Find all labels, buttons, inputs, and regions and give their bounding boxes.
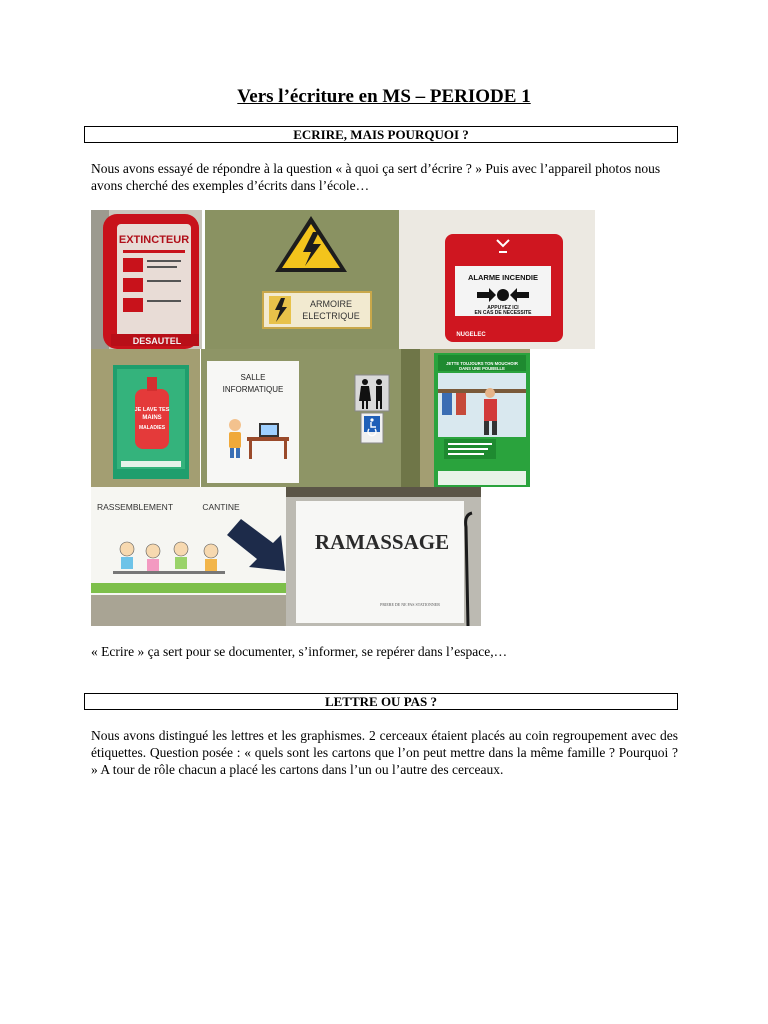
cantine-word1: RASSEMBLEMENT bbox=[96, 502, 174, 512]
alarme-brand: NUGELEC bbox=[456, 332, 486, 338]
photo-savon bbox=[91, 349, 200, 487]
page-title: Vers l’écriture en MS – PERIODE 1 bbox=[237, 86, 531, 107]
ramassage-small: PRIERE DE NE PAS STATIONNER bbox=[380, 602, 440, 607]
savon-text-1: JE LAVE TES bbox=[134, 407, 170, 413]
ramassage-word: RAMASSAGE bbox=[314, 530, 450, 554]
cantine-word2: CANTINE bbox=[202, 502, 240, 512]
section-heading-ecrire: ECRIRE, MAIS POURQUOI ? bbox=[84, 126, 678, 143]
lettre-paragraph: Nous avons distingué les lettres et les graphismes. 2 cerceaux étaient placés au coin regroupement avec des étiquettes. Question posée : « quels sont les cartons que l’on peut mettre dans la même famille ? Pourquoi ? » A tour de rôle chacun a placé les cartons dans l’un ou l’autre des cerceaux. bbox=[91, 728, 678, 777]
armoire-line2: ELECTRIQUE bbox=[302, 311, 360, 321]
savon-text-3: MALADIES bbox=[138, 425, 166, 431]
photo-extincteur bbox=[91, 210, 202, 349]
photo-affiche-mouchoir bbox=[420, 349, 530, 487]
poster-line2: DANS UNE POUBELLE bbox=[459, 366, 505, 371]
intro-paragraph: Nous avons essayé de répondre à la question « à quoi ça sert d’écrire ? » Puis avec l’appareil photos nous avons cherché des exemples d’écrits dans l’école… bbox=[91, 161, 661, 193]
photo-salle-informatique bbox=[201, 349, 311, 487]
poster-line1: JETTE TOUJOURS TON MOUCHOIR bbox=[446, 361, 518, 366]
savon-text-2: MAINS bbox=[142, 415, 162, 421]
photo-rassemblement-cantine bbox=[91, 487, 286, 626]
salle-line1: SALLE bbox=[240, 373, 266, 382]
extincteur-label: EXTINCTEUR bbox=[118, 234, 190, 246]
photo-armoire-electrique bbox=[205, 210, 399, 349]
alarme-instruction-2: EN CAS DE NECESSITE bbox=[474, 310, 532, 316]
photo-ramassage bbox=[286, 487, 481, 626]
alarme-title: ALARME INCENDIE bbox=[467, 273, 539, 282]
conclusion-paragraph: « Ecrire » ça sert pour se documenter, s’informer, se repérer dans l’espace,… bbox=[91, 644, 508, 659]
extincteur-brand: DESAUTEL bbox=[132, 336, 182, 346]
section-heading-lettre: LETTRE OU PAS ? bbox=[84, 693, 678, 710]
alarme-instruction-1: APPUYEZ ICI bbox=[487, 305, 519, 311]
armoire-line1: ARMOIRE bbox=[309, 299, 353, 309]
photo-alarme-incendie bbox=[399, 210, 595, 349]
photo-toilettes bbox=[311, 349, 420, 487]
salle-line2: INFORMATIQUE bbox=[222, 385, 284, 394]
